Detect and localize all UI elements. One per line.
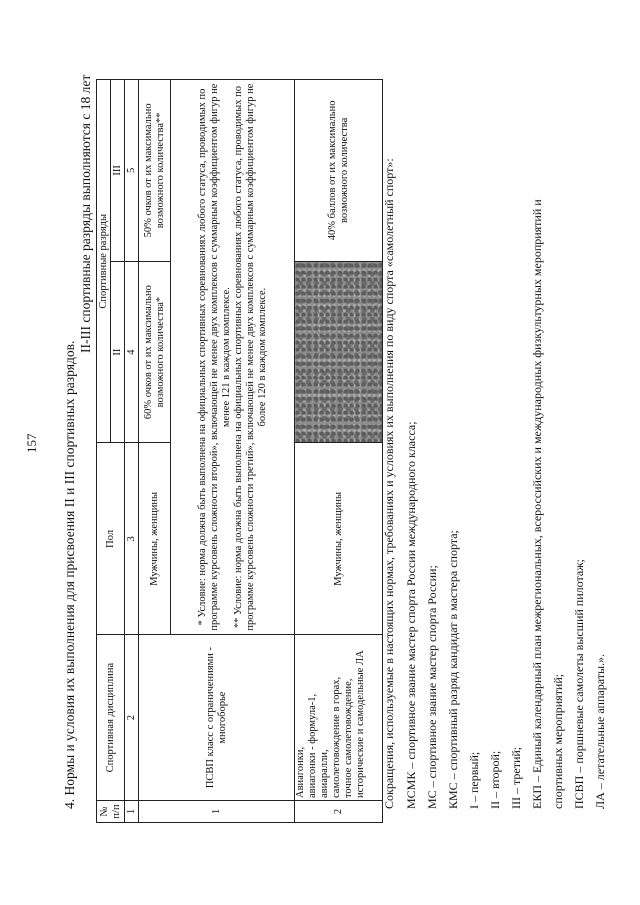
abbreviation-item: КМС – спортивный разряд кандидат в мастера спорта; <box>446 530 460 809</box>
header-discipline: Спортивная дисциплина <box>97 635 125 801</box>
row-num: 2 <box>295 801 383 823</box>
shaded-empty-cell <box>295 261 383 443</box>
column-number: 5 <box>125 80 139 262</box>
conditions-cell <box>171 80 295 635</box>
row-rank-iii-norm: 40% баллов от их максимально возможного количества <box>295 80 383 262</box>
row-rank-ii-norm: 60% очков от их максимально возможного количества* <box>139 261 171 443</box>
abbreviation-item: ПСВП – поршневые самолеты высший пилотаж; <box>572 559 586 809</box>
header-ranks: Спортивные разряды <box>97 80 111 444</box>
column-number: 2 <box>125 635 139 801</box>
row-discipline-list <box>295 635 383 801</box>
row-sex: Мужчины, женщины <box>295 443 383 635</box>
abbreviation-item: ЛА – летательные аппараты.». <box>593 653 607 809</box>
row-discipline: ПСВП класс с ограничениями - многоборье <box>139 635 295 801</box>
header-rank-ii: II <box>111 261 125 443</box>
abbreviation-item: ЕКП – Единый календарный план межрегиональных, всероссийских и международных физкультурных мероприятий и <box>530 199 544 809</box>
condition-note-2: ** Условие: норма должна быть выполнена на официальных спортивных соревнованиях любого статуса, проводимых по программе курсовень сложности третий», включающей не менее двух комплексов с суммарным коэффициентом фигур не более 120 в каждом комплексе. <box>232 83 268 631</box>
discipline-line: самолетовождение в горах, <box>331 676 342 799</box>
abbreviation-item: II – второй; <box>488 750 502 809</box>
discipline-line: исторические и самодельные ЛА <box>355 650 366 799</box>
table-caption: II-III спортивные разряды выполняются с 18 лет <box>78 74 93 353</box>
header-num: № п/п <box>97 801 125 823</box>
abbreviation-item: III – третий; <box>509 746 523 809</box>
section-heading: 4. Нормы и условия их выполнения для присвоения II и III спортивных разрядов. <box>62 340 77 809</box>
abbreviation-item: спортивных мероприятий; <box>551 673 565 809</box>
discipline-line: Авиагонки, <box>295 746 306 799</box>
condition-note-1: * Условие: норма должна быть выполнена на официальных спортивных соревнованиях любого статуса, проводимых по программе курсовень сложности второй», включающей не менее двух комплексов с суммарным коэффициентом фигур не менее 121 в каждом комплексе. <box>196 83 232 631</box>
column-number: 1 <box>125 801 139 823</box>
abbreviation-item: МСМК – спортивное звание мастер спорта России международного класса; <box>404 421 418 809</box>
column-number: 3 <box>125 443 139 635</box>
row-num: 1 <box>139 801 295 823</box>
table-row <box>295 80 383 823</box>
norms-table <box>96 79 383 823</box>
row-rank-iii-norm: 50% очков от их максимально возможного количества** <box>139 80 171 262</box>
table-row <box>139 80 171 823</box>
header-sex: Пол <box>97 443 125 635</box>
header-row-1 <box>97 80 111 823</box>
header-rank-iii: III <box>111 80 125 262</box>
discipline-line: авиаралли, <box>319 749 330 799</box>
column-number: 4 <box>125 261 139 443</box>
row-sex: Мужчины, женщины <box>139 443 171 635</box>
abbreviation-item: МС – спортивное звание мастер спорта России; <box>425 565 439 809</box>
abbreviations-intro: Сокращения, используемые в настоящих нормах, требованиях и условиях их выполнения по виду спорта «самолетный спорт»: <box>382 158 396 809</box>
abbreviation-item: I – первый; <box>467 751 481 809</box>
discipline-line: авиагонки - формула-1, <box>307 693 318 799</box>
column-number-row <box>125 80 139 823</box>
page-number: 157 <box>24 433 39 453</box>
discipline-line: точное самолетовождение, <box>343 678 354 799</box>
